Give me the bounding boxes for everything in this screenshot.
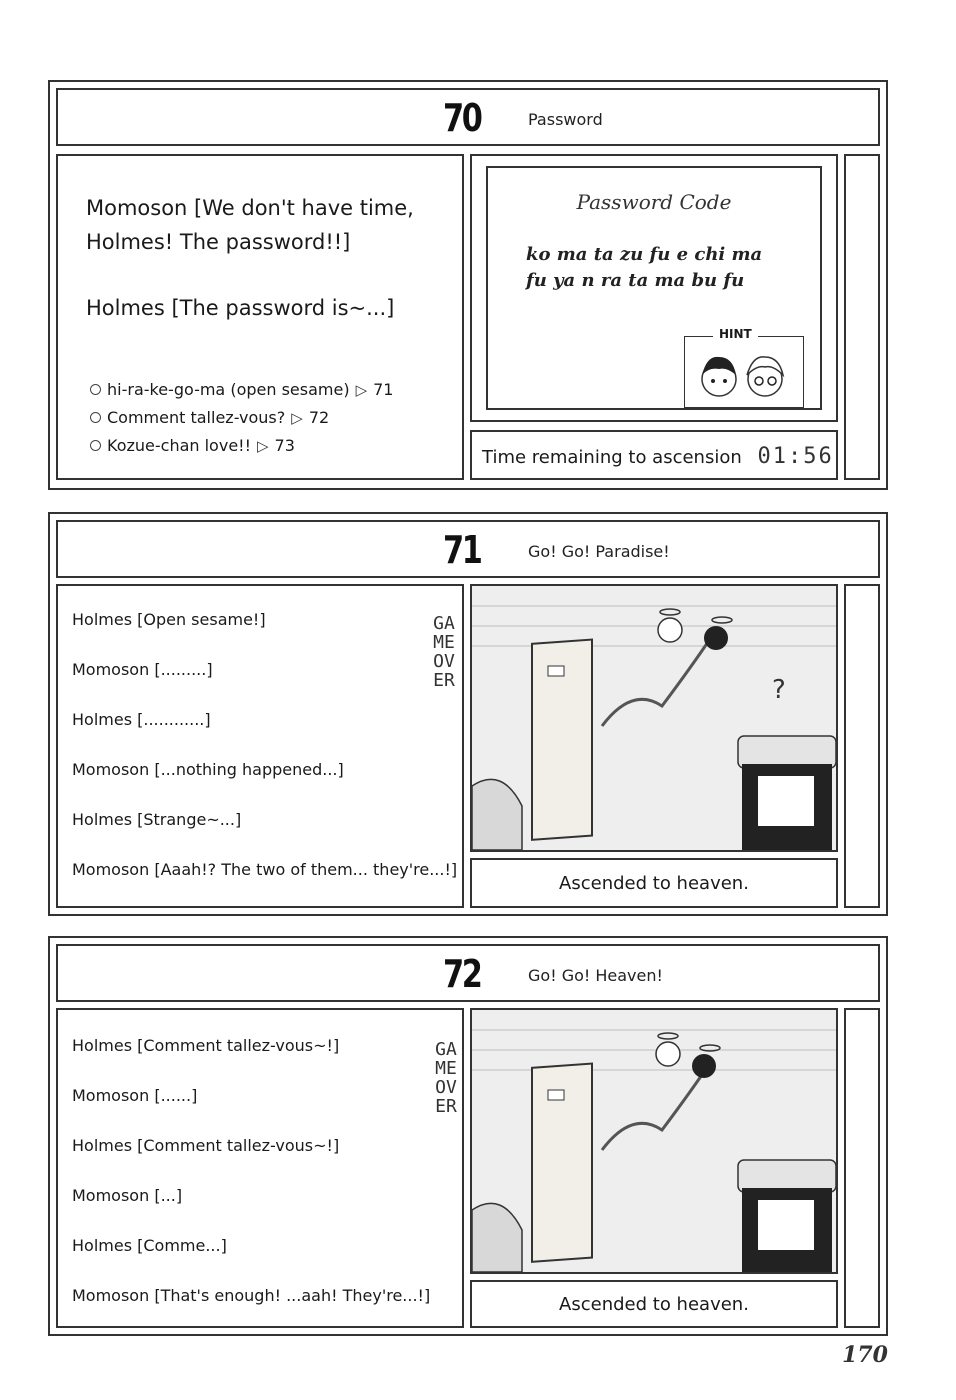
- dialog-panel: [56, 1008, 464, 1328]
- timer-value: 01:56: [757, 444, 834, 469]
- password-panel: [470, 154, 838, 422]
- section-71: [48, 512, 888, 916]
- side-strip: [844, 154, 880, 480]
- dialog-line: Momoson [...]: [72, 1186, 183, 1205]
- section-number: 71: [443, 528, 481, 572]
- section-72-header: [56, 944, 880, 1002]
- password-code-line: ko ma ta zu fu e chi ma: [526, 244, 763, 265]
- result-caption: Ascended to heaven.: [470, 858, 838, 908]
- side-strip: [844, 1008, 880, 1328]
- password-heading: Password Code: [576, 190, 732, 214]
- dialog-panel: [56, 154, 464, 480]
- game-over-vertical: GAME OVER: [435, 1039, 457, 1117]
- dialog-line: Holmes [The password is~...]: [86, 296, 395, 320]
- timer-label: Time remaining to ascension: [482, 447, 742, 468]
- dialog-line: Holmes [Comment tallez-vous~!]: [72, 1036, 340, 1055]
- game-over-vertical: GAME OVER: [433, 613, 455, 691]
- timer-panel: [470, 430, 838, 480]
- ascension-timer: [482, 444, 834, 469]
- choice-label: Kozue-chan love!!: [107, 436, 251, 455]
- ascension-scene-icon: [472, 1010, 836, 1272]
- choice-circle-icon: [90, 384, 101, 395]
- section-number: 70: [443, 96, 481, 140]
- svg-text:?: ?: [772, 675, 786, 705]
- section-72: [48, 936, 888, 1336]
- dialog-line: Holmes [Strange~...]: [72, 810, 242, 829]
- result-caption: Ascended to heaven.: [470, 1280, 838, 1328]
- hint-label: HINT: [713, 327, 758, 341]
- choice-option-72[interactable]: [90, 408, 329, 427]
- dialog-line: Momoson [.........]: [72, 660, 213, 679]
- password-code-line: fu ya n ra ta ma bu fu: [526, 270, 745, 291]
- dialog-line: Momoson [Aaah!? The two of them... they're...!]: [72, 860, 458, 879]
- dialog-line: Holmes [Comme...]: [72, 1236, 227, 1255]
- scene-illustration: [470, 1008, 838, 1274]
- choice-label: Comment tallez-vous?: [107, 408, 286, 427]
- choice-label: hi-ra-ke-go-ma (open sesame): [107, 380, 350, 399]
- dialog-line: Holmes [Open sesame!]: [72, 610, 266, 629]
- choice-target: 73: [274, 436, 295, 455]
- ascension-scene-icon: [472, 586, 836, 850]
- section-71-header: [56, 520, 880, 578]
- side-strip: [844, 584, 880, 908]
- arrow-icon: ▷: [256, 436, 269, 455]
- page-number: 170: [842, 1342, 888, 1368]
- dialog-panel: [56, 584, 464, 908]
- dialog-line: Momoson [That's enough! ...aah! They're...!]: [72, 1286, 431, 1305]
- choice-target: 71: [373, 380, 394, 399]
- dialog-line: Holmes [............]: [72, 710, 211, 729]
- dialog-line: Momoson [We don't have time,: [86, 196, 414, 220]
- dialog-line: Holmes [Comment tallez-vous~!]: [72, 1136, 340, 1155]
- choice-option-71[interactable]: [90, 380, 393, 399]
- password-code-box: [486, 166, 822, 410]
- dialog-line: Holmes! The password!!]: [86, 230, 351, 254]
- dialog-line: Momoson [...nothing happened...]: [72, 760, 344, 779]
- section-title: Password: [528, 110, 603, 129]
- choice-option-73[interactable]: [90, 436, 295, 455]
- section-title: Go! Go! Heaven!: [528, 966, 663, 985]
- choice-circle-icon: [90, 440, 101, 451]
- section-70: [48, 80, 888, 490]
- arrow-icon: ▷: [291, 408, 303, 427]
- scene-illustration: [470, 584, 838, 852]
- choice-target: 72: [308, 408, 330, 427]
- section-70-header: [56, 88, 880, 146]
- hint-characters-icon: [687, 341, 803, 407]
- section-number: 72: [443, 952, 481, 996]
- choice-circle-icon: [90, 412, 101, 423]
- arrow-icon: ▷: [355, 380, 368, 399]
- hint-box: [684, 327, 804, 408]
- dialog-line: Momoson [......]: [72, 1086, 198, 1105]
- section-title: Go! Go! Paradise!: [528, 542, 670, 561]
